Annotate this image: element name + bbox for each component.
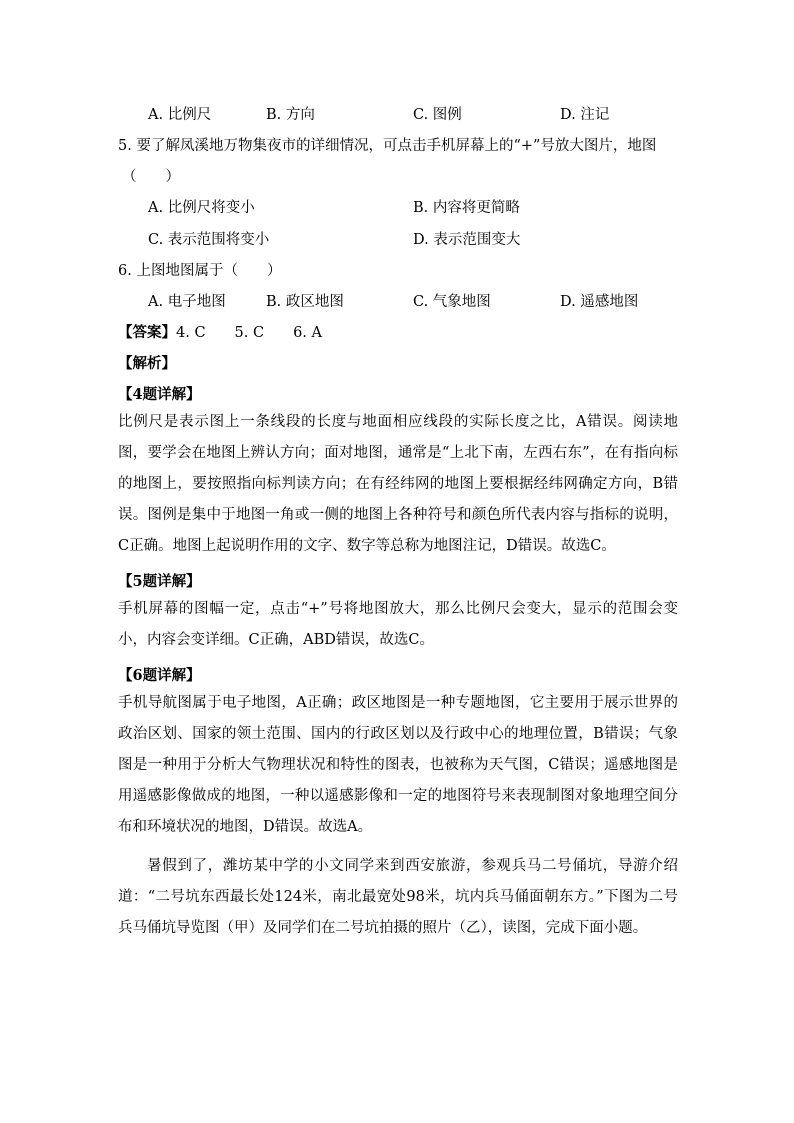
q5-detail-text: 手机屏幕的图幅一定，点击“+”号将地图放大，那么比例尺会变大，显示的范围会变小，内容会变详细。C正确，ABD错误，故选C。 [118,601,678,648]
next-question-intro: 暑假到了，潍坊某中学的小文同学来到西安旅游，参观兵马二号俑坑，导游介绍道：“二号坑东西最长处124米，南北最宽处98米，坑内兵马俑面朝东方。”下图为二号兵马俑坑导览图（甲）及同学们在二号坑拍摄的照片（乙），读图，完成下面小题。 [118,858,678,936]
q5-stem: 5. 要了解凤溪地万物集夜市的详细情况，可点击手机屏幕上的“+”号放大图片，地图 [118,138,657,154]
q6-option-d: D. 遥感地图 [560,294,639,310]
q4-detail-text: 比例尺是表示图上一条线段的长度与地面相应线段的实际长度之比，A错误。阅读地图，要学会在地图上辨认方向；面对地图，通常是“上北下南，左西右东”，在有指向标的地图上，要按照指向标判读方向；在有经纬网的地图上要根据经纬网确定方向，B错误。图例是集中于地图一角或一侧的地图上各种符号和颜色所代表内容与指标的说明，C正确。地图上起说明作用的文字、数字等总称为地图注记，D错误。故选C。 [118,414,678,554]
q5-detail-heading: 【5题详解】 [118,573,201,590]
q6-detail-heading: 【6题详解】 [118,667,201,684]
answer-line [118,321,322,342]
q5-option-c: C. 表示范围将变小 [148,232,270,248]
answer-label: 【答案】 [118,324,176,341]
q4-detail-heading: 【4题详解】 [118,386,201,403]
q5-option-b: B. 内容将更简略 [413,200,520,216]
q6-option-c: C. 气象地图 [413,294,491,310]
q5-option-a: A. 比例尺将变小 [148,200,255,216]
q4-option-d: D. 注记 [560,107,610,123]
q4-option-a: A. 比例尺 [148,107,212,123]
q4-option-c: C. 图例 [413,107,462,123]
q4-option-b: B. 方向 [266,107,315,123]
q6-stem: 6. 上图地图属于（ ） [118,263,282,279]
q6-option-a: A. 电子地图 [148,294,226,310]
q6-option-b: B. 政区地图 [266,294,344,310]
q5-answer-blank: （ ） [122,169,180,185]
q6-detail-text: 手机导航图属于电子地图，A正确；政区地图是一种专题地图，它主要用于展示世界的政治区划、国家的领土范围、国内的行政区划以及行政中心的地理位置，B错误；气象图是一种用于分析大气物理状况和特性的图表，也被称为天气图，C错误；遥感地图是用遥感影像做成的地图，一种以遥感影像和一定的地图符号来表现制图对象地理空间分布和环境状况的地图，D错误。故选A。 [118,695,678,835]
analysis-label: 【解析】 [118,355,176,372]
q5-option-d: D. 表示范围变大 [413,232,521,248]
answer-text: 4. C 5. C 6. A [176,325,322,341]
